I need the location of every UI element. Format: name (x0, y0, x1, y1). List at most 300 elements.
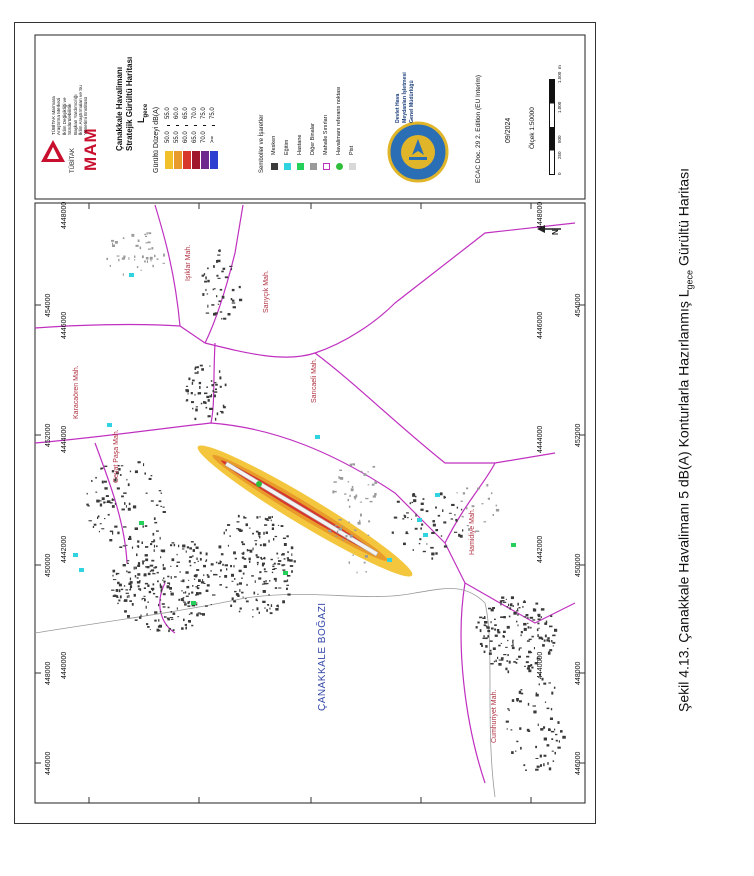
scalebar (549, 79, 555, 175)
building (507, 708, 509, 709)
building (537, 614, 540, 617)
building (512, 605, 514, 607)
building (126, 571, 127, 573)
building (95, 477, 97, 479)
building (549, 640, 551, 642)
building (435, 552, 437, 554)
building (213, 265, 215, 268)
building (151, 475, 153, 476)
building (519, 727, 521, 730)
building (545, 635, 547, 638)
building (192, 585, 193, 587)
building (263, 590, 266, 593)
neighborhood-label: Cumhuriyet Mah. (491, 689, 498, 743)
noise-from: >= (210, 135, 216, 143)
building (560, 730, 563, 733)
building (130, 581, 133, 584)
building (354, 530, 356, 532)
axis-label-left: 4448000 (61, 201, 68, 229)
building (128, 508, 131, 511)
building (177, 616, 179, 617)
building (484, 621, 487, 624)
building (457, 492, 458, 493)
building (255, 543, 257, 545)
building (419, 538, 421, 540)
building (171, 576, 172, 579)
building (282, 600, 285, 603)
building (207, 268, 209, 270)
symbol-swatch (349, 163, 356, 170)
noise-to: 60.0 (174, 107, 180, 119)
building (137, 577, 139, 579)
building (242, 557, 245, 559)
building (530, 652, 532, 653)
building (149, 478, 152, 480)
building (116, 597, 118, 598)
building (513, 612, 516, 615)
building (163, 577, 164, 579)
building (243, 597, 244, 598)
building (554, 729, 555, 731)
building (211, 384, 214, 386)
building (192, 408, 193, 410)
building (225, 276, 228, 278)
building (256, 516, 258, 518)
building (212, 594, 216, 595)
building (240, 608, 242, 610)
building (196, 558, 197, 561)
building (554, 629, 557, 632)
building (264, 583, 267, 585)
building (217, 255, 220, 256)
building (153, 567, 156, 568)
building (110, 265, 111, 267)
building (234, 578, 235, 580)
building (493, 647, 496, 650)
building (186, 586, 189, 588)
building (129, 589, 131, 590)
building (520, 747, 522, 750)
building (207, 293, 209, 294)
noise-dash (176, 125, 179, 126)
building (218, 278, 221, 279)
building (164, 581, 166, 583)
building (541, 616, 542, 618)
building (540, 755, 541, 756)
building (410, 502, 412, 504)
building (257, 594, 258, 595)
building (233, 551, 236, 554)
building (441, 535, 442, 536)
building (491, 609, 494, 612)
building (219, 249, 221, 252)
building (534, 711, 537, 714)
building (488, 498, 490, 500)
building (104, 487, 107, 489)
building (552, 751, 554, 752)
building (127, 560, 130, 561)
building (263, 581, 265, 583)
building (194, 579, 195, 580)
building (272, 516, 273, 518)
building (197, 585, 200, 586)
building (354, 496, 356, 498)
building (252, 609, 253, 610)
symbol-swatch (336, 163, 343, 170)
building (516, 741, 518, 743)
building (532, 636, 534, 638)
building (527, 667, 530, 669)
building (556, 740, 558, 742)
building (191, 541, 194, 542)
building (484, 651, 486, 653)
building (463, 492, 465, 494)
building (511, 751, 514, 754)
building (484, 521, 487, 522)
hospital-building (511, 543, 516, 547)
building (213, 313, 216, 316)
building (104, 481, 107, 483)
building (205, 605, 208, 606)
building (550, 718, 553, 721)
building (145, 546, 148, 548)
building (496, 509, 499, 512)
building (129, 537, 130, 539)
building (527, 623, 528, 624)
building (119, 589, 121, 592)
building (113, 579, 116, 580)
axis-label-top: 454000 (45, 293, 52, 317)
building (207, 576, 209, 578)
building (98, 515, 99, 517)
building (540, 728, 543, 731)
building (555, 752, 557, 755)
building (347, 539, 348, 541)
building (230, 535, 231, 537)
building (531, 667, 533, 669)
building (421, 503, 424, 505)
figure-caption (610, 60, 754, 820)
building (219, 376, 221, 379)
building (219, 584, 222, 586)
building (123, 256, 125, 258)
building (506, 721, 509, 723)
institution-line: Başkan Yardımcılığı (72, 94, 78, 135)
building (544, 738, 547, 741)
building (529, 639, 532, 640)
noise-from: 70.0 (201, 131, 207, 143)
building (145, 583, 148, 585)
building (151, 247, 153, 249)
building (156, 530, 159, 531)
building (188, 378, 190, 381)
building (150, 257, 153, 260)
building (196, 569, 199, 571)
map-title-line-2: Stratejik Gürültü Haritası (125, 56, 134, 151)
building (195, 574, 198, 576)
building (444, 496, 445, 499)
axis-label-right: 4446000 (537, 311, 544, 339)
title-symbol: L (136, 117, 146, 123)
building (123, 492, 126, 494)
building (540, 764, 542, 767)
building (140, 247, 142, 250)
building (198, 579, 201, 582)
building (144, 234, 146, 235)
building (222, 296, 225, 299)
noise-swatch (183, 151, 191, 169)
neighborhood-label: Cevat Paşa Mah. (113, 429, 120, 483)
building (291, 570, 293, 573)
building (337, 531, 338, 534)
building (278, 558, 279, 559)
noise-to: 55.0 (165, 107, 171, 119)
building (254, 592, 256, 595)
scalebar-label: 1.500 (557, 71, 562, 83)
building (164, 616, 165, 618)
building (145, 554, 148, 556)
building (500, 616, 503, 618)
building (104, 466, 107, 467)
building (415, 496, 417, 498)
building (430, 547, 434, 549)
symbol-swatch (271, 163, 278, 170)
building (270, 612, 273, 614)
building (185, 627, 187, 630)
building (207, 584, 210, 586)
building (490, 663, 493, 665)
building (242, 543, 245, 545)
building (201, 368, 204, 371)
building (505, 668, 507, 671)
noise-from: 60.0 (183, 131, 189, 143)
building (183, 619, 185, 622)
building (126, 479, 127, 481)
building (215, 418, 216, 421)
symbol-swatch (297, 163, 304, 170)
noise-swatch (201, 151, 209, 169)
building (533, 609, 536, 612)
building (263, 532, 264, 535)
building (287, 575, 291, 577)
building (211, 380, 213, 382)
noise-map[interactable] (15, 23, 595, 823)
building (203, 574, 204, 576)
building (124, 585, 125, 587)
institution-line: Yönetimi Enstitüsü (83, 96, 89, 135)
building (501, 597, 504, 599)
building (334, 481, 337, 483)
building (370, 501, 373, 502)
building (284, 543, 287, 546)
building (431, 553, 434, 556)
building (491, 621, 492, 623)
building (403, 543, 406, 546)
building (162, 550, 165, 553)
building (526, 661, 529, 663)
building (159, 490, 162, 491)
building (494, 619, 496, 620)
building (95, 492, 97, 493)
building (178, 599, 180, 601)
building (466, 507, 467, 510)
building (524, 616, 526, 617)
building (535, 603, 538, 605)
building (225, 384, 227, 387)
building (148, 232, 151, 234)
building (147, 602, 149, 603)
tubitak-wordmark: TÜBİTAK (70, 148, 76, 173)
building (203, 565, 206, 567)
building (123, 564, 126, 566)
map-scale: Ölçek 1:50000 (529, 107, 536, 149)
building (163, 564, 164, 567)
building (208, 415, 211, 417)
building (278, 560, 281, 562)
building (451, 504, 455, 506)
building (557, 721, 559, 724)
building (134, 567, 135, 570)
building (221, 318, 222, 320)
building (487, 630, 490, 632)
building (200, 558, 202, 561)
building (460, 535, 463, 538)
building (233, 565, 234, 567)
north-label: N (551, 229, 560, 235)
building (197, 586, 198, 588)
building (281, 525, 284, 527)
building (260, 557, 262, 559)
building (360, 471, 362, 473)
building (542, 638, 544, 641)
building (185, 571, 188, 574)
building (192, 382, 193, 385)
institution-line: Araştırma Merkezi (56, 97, 62, 135)
building (352, 555, 354, 556)
building (503, 636, 505, 638)
building (278, 525, 279, 526)
building (477, 622, 479, 624)
building (239, 611, 241, 613)
building (186, 551, 187, 553)
building (525, 770, 527, 771)
building (420, 528, 422, 530)
building (199, 382, 201, 384)
building (199, 592, 202, 594)
building (544, 755, 547, 757)
building (264, 608, 266, 609)
building (537, 623, 539, 625)
building (512, 643, 513, 645)
building (230, 565, 232, 567)
building (259, 571, 261, 573)
building (145, 236, 147, 237)
building (199, 386, 201, 389)
building (153, 593, 155, 595)
building (268, 604, 270, 606)
building (147, 626, 150, 628)
building (348, 499, 350, 501)
building (152, 573, 153, 575)
building (228, 545, 229, 547)
building (173, 629, 175, 631)
building (506, 660, 508, 662)
building (244, 565, 247, 568)
building (141, 270, 142, 271)
building (547, 708, 550, 710)
building (121, 465, 124, 466)
building (535, 746, 537, 748)
building (153, 583, 155, 585)
building (135, 567, 137, 570)
building (130, 578, 131, 581)
map-title-symbol (136, 104, 149, 123)
neighborhood-label: Işıklar Mah. (185, 244, 192, 281)
building (241, 592, 243, 594)
caption-text (676, 168, 695, 712)
noise-dash (185, 125, 188, 126)
building (490, 640, 493, 642)
building (264, 568, 266, 570)
building (160, 584, 161, 587)
building (163, 263, 166, 264)
building (168, 630, 170, 632)
building (146, 606, 147, 609)
school-building (387, 558, 392, 562)
building (532, 619, 535, 620)
building (480, 643, 483, 645)
axis-label-left: 4440000 (61, 651, 68, 679)
building (553, 635, 556, 636)
building (494, 624, 497, 626)
building (157, 572, 159, 574)
building (158, 630, 160, 631)
building (245, 598, 247, 599)
institution-line: İklim Değişikliği ve (61, 97, 67, 135)
building (196, 406, 198, 407)
building (521, 693, 524, 695)
building (205, 276, 207, 279)
building (258, 577, 261, 579)
hospital-building (283, 571, 288, 575)
building (127, 596, 128, 599)
building (335, 536, 338, 537)
building (221, 553, 224, 555)
building (224, 532, 225, 535)
building (507, 654, 508, 656)
building (272, 566, 274, 567)
building (497, 629, 499, 632)
building (202, 275, 204, 277)
building (236, 528, 239, 529)
building (233, 306, 236, 308)
building (149, 591, 151, 593)
building (122, 258, 125, 260)
building (431, 557, 433, 559)
scalebar-label: 500 (557, 135, 562, 143)
building (192, 380, 195, 382)
building (249, 558, 251, 561)
school-building (73, 553, 78, 557)
building (112, 498, 113, 501)
building (146, 493, 148, 494)
building (181, 598, 184, 601)
building (548, 652, 551, 655)
building (156, 596, 159, 597)
building (503, 631, 506, 633)
building (177, 562, 180, 563)
building (101, 528, 104, 529)
